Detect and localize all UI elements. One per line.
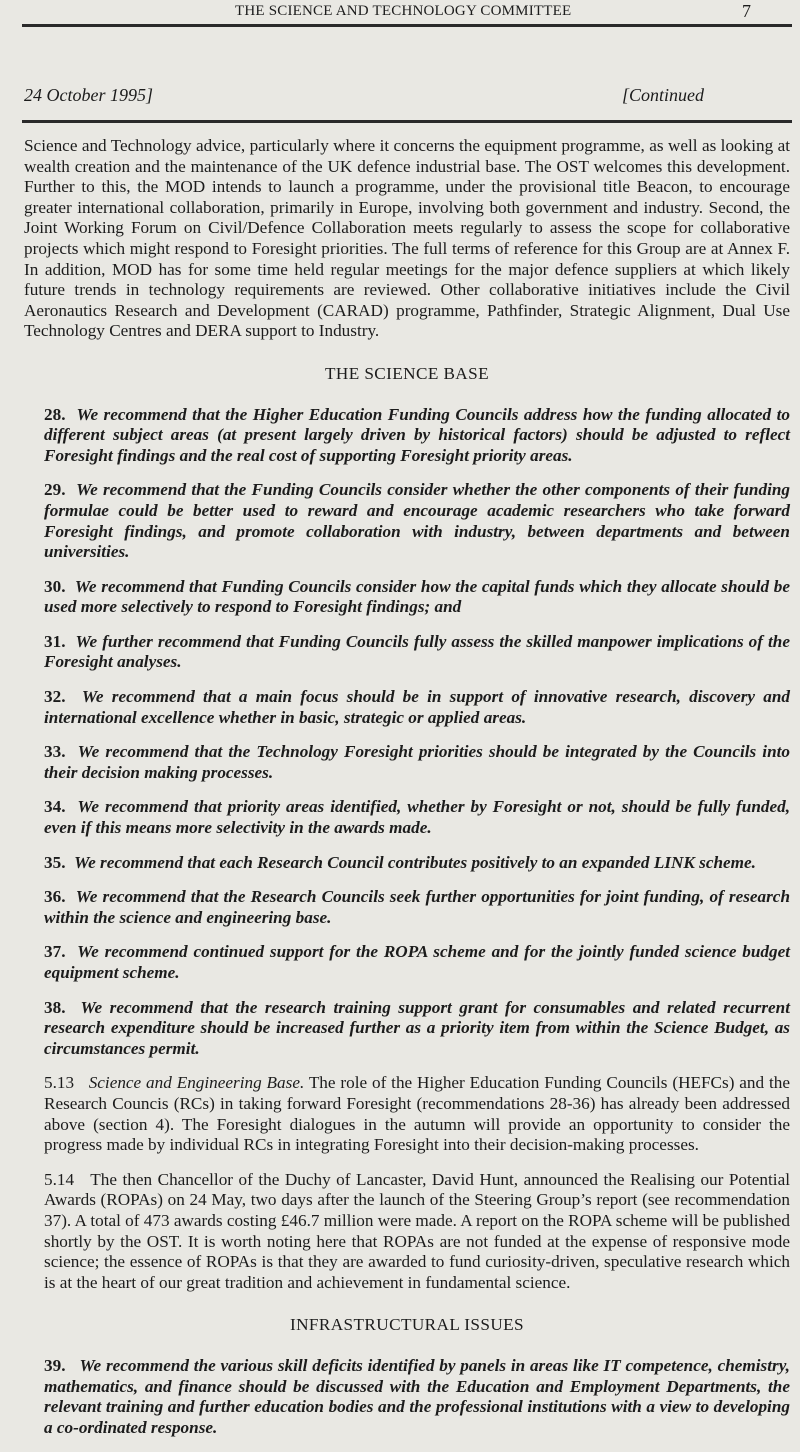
recommendation-text: We recommend that the research training support grant for consumables and related recurrent research expenditure should be increased further as a priority item from within the Science Budget, as circumstances permit. — [44, 997, 790, 1058]
recommendation-number: 36. — [44, 887, 66, 907]
paragraph-5-13 — [24, 1073, 790, 1155]
continued-label: [Continued — [622, 85, 705, 105]
recommendation-number: 37. — [44, 942, 66, 962]
recommendation-text: We recommend the various skill deficits identified by panels in areas like IT competence, chemistry, mathematics, and finance should be discussed with the Education and Employment Departments, the relevant training and further education bodies and the professional institutions with a view to developing a co-ordinated response. — [44, 1355, 790, 1437]
recommendation-text: We recommend that priority areas identified, whether by Foresight or not, should be fully funded, even if this means more selectivity in the awards made. — [44, 797, 790, 838]
recommendation-item — [24, 742, 790, 783]
recommendation-item — [24, 405, 790, 467]
recommendation-text: We recommend that a main focus should be in support of innovative research, discovery and international excellence whether in basic, strategic or applied areas. — [44, 687, 790, 727]
recommendation-number: 35. — [44, 852, 66, 872]
recommendation-number: 29. — [44, 480, 66, 500]
recommendation-item — [24, 887, 790, 928]
recommendation-number: 33. — [44, 742, 66, 762]
recommendation-text: We recommend that each Research Council contributes positively to an expanded LINK scheme. — [74, 852, 756, 872]
recommendation-item — [24, 687, 790, 728]
recommendation-number: 30. — [44, 576, 66, 596]
recommendation-item — [24, 577, 790, 618]
recommendation-text: We recommend continued support for the ROPA scheme and for the jointly funded science budget equipment scheme. — [44, 942, 791, 982]
recommendation-item — [24, 797, 790, 838]
recommendation-item — [24, 632, 790, 673]
dateline-rule — [22, 120, 792, 123]
paragraph-text: The then Chancellor of the Duchy of Lancaster, David Hunt, announced the Realising our Potential Awards (ROPAs) on 24 May, two days after the launch of the Steering Group’s report (see recommendation 37). A total of 473 awards costing £46.7 million were made. A report on the ROPA scheme will be published shortly by the OST. It is worth noting here that ROPAs are not funded at the expense of responsive mode science; the essence of ROPAs is that they are awarded to fund curiosity-driven, speculative research which is at the heart of our great tradition and achievement in fundamental science. — [44, 1169, 790, 1292]
recommendation-text: We recommend that the Research Councils seek further opportunities for joint funding, of research within the science and engineering base. — [44, 887, 790, 927]
recommendation-number: 34. — [44, 797, 66, 817]
page-number: 7 — [742, 1, 752, 21]
recommendation-number: 39. — [44, 1355, 66, 1375]
recommendation-number: 31. — [44, 631, 66, 651]
paragraph-number: 5.13 — [44, 1073, 75, 1093]
recommendation-item — [24, 480, 790, 562]
document-body — [24, 136, 790, 1452]
intro-paragraph: Science and Technology advice, particularly where it concerns the equipment programme, as well as looking at wealth creation and the maintenance of the UK defence industrial base. The OST welcomes this development. Further to this, the MOD intends to launch a programme, under the provisional title Beacon, to encourage greater international collaboration, primarily in Europe, involving both government and industry. Second, the Joint Working Forum on Civil/Defence Collaboration meets regularly to assess the scope for collaborative projects which might respond to Foresight priorities. The full terms of reference for this Group are at Annex F. In addition, MOD has for some time held regular meetings for the major defence suppliers at which likely future trends in technology requirements are reviewed. Other collaborative initiatives include the Civil Aeronautics Research and Development (CARAD) programme, Pathfinder, Strategic Alignment, Dual Use Technology Centres and DERA support to Industry. — [24, 136, 790, 341]
recommendation-item — [24, 853, 790, 874]
paragraph-text: The role of the Higher Education Funding Councils (HEFCs) and the Research Councis (RCs) in taking forward Foresight (recommendations 28-36) has already been addressed above (section 4). The Foresight dialogues in the autumn will provide an opportunity to consider the progress made by individual RCs in integrating Foresight into their decision-making processes. — [44, 1073, 790, 1155]
recommendation-number: 32. — [44, 687, 66, 707]
section-heading-science-base: THE SCIENCE BASE — [325, 363, 489, 383]
date-label: 24 October 1995] — [24, 85, 153, 105]
dateline — [24, 85, 784, 106]
header-title: THE SCIENCE AND TECHNOLOGY COMMITTEE — [235, 3, 572, 19]
recommendation-item — [24, 942, 790, 983]
recommendation-text: We recommend that the Funding Councils consider whether the other components of their funding formulae could be better used to reward and encourage academic researchers who take forward Foresight findings, and promote collaboration with industry, between departments and between universities. — [44, 480, 791, 562]
recommendation-number: 38. — [44, 997, 66, 1017]
paragraph-5-14 — [24, 1170, 790, 1294]
paragraph-subhead: Science and Engineering Base. — [88, 1073, 305, 1093]
paragraph-number: 5.14 — [44, 1169, 75, 1189]
recommendation-text: We further recommend that Funding Councils fully assess the skilled manpower implications of the Foresight analyses. — [44, 631, 790, 672]
header-rule — [22, 24, 792, 27]
recommendation-number: 28. — [44, 404, 66, 424]
section-heading-infrastructural: INFRASTRUCTURAL ISSUES — [289, 1315, 525, 1335]
recommendation-text: We recommend that the Technology Foresight priorities should be integrated by the Councils into their decision making processes. — [44, 742, 791, 782]
recommendation-39 — [24, 1356, 790, 1438]
recommendation-text: We recommend that Funding Councils consider how the capital funds which they allocate should be used more selectively to respond to Foresight findings; and — [44, 576, 791, 617]
recommendation-text: We recommend that the Higher Education Funding Councils address how the funding allocated to different subject areas (at present largely driven by historical factors) should be adjusted to reflect Foresight findings and the real cost of supporting Foresight priority areas. — [44, 404, 790, 465]
recommendation-item — [24, 998, 790, 1060]
recommendations-list — [24, 405, 790, 1060]
